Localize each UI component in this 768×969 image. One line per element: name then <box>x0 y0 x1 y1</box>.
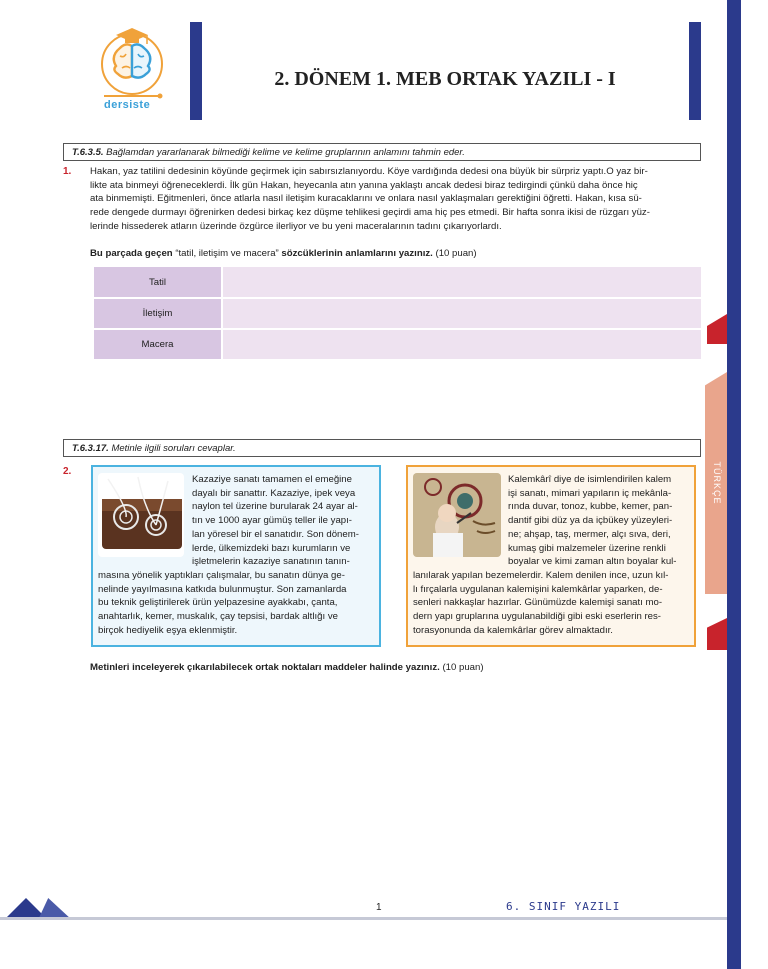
box-line: dern yapı gruplarına uygulanabildiği gibi eski eserlerin res- <box>413 611 661 623</box>
box-line: birçok hediyelik eşya eklenmiştir. <box>98 624 238 636</box>
box-line: masına yönelik yaptıkları çalışmalar, bu sanatın dünya ge- <box>98 570 345 581</box>
box-line: dantif gibi düz ya da içbükey yüzeyleri- <box>508 515 673 527</box>
box-text-kalemkari-cont <box>413 569 690 638</box>
passage-line: likte ata binmeyi öğreneceklerdi. İlk gün Hakan, heyecanla atın yanına yaklaştı ancak dedesi biraz tedirgindi çünkü daha önce hiç <box>90 179 638 191</box>
box-line: boyalar ve kimi zaman altın boyalar kul- <box>508 556 677 568</box>
box-line: senleri nakkaşlar hazırlar. Günümüzde kalemişi sanatı mo- <box>413 597 663 609</box>
box-line: işi sanatı, mimari yapıların iç mekânla- <box>508 487 672 499</box>
box-line: bu teknik geliştirilerek ürün yelpazesine ayakkabı, çanta, <box>98 597 338 609</box>
answer-field-iletisim[interactable] <box>222 298 701 329</box>
objective-box-1 <box>63 143 701 161</box>
objective-box-2 <box>63 439 701 457</box>
prompt-bold: sözcüklerinin anlamlarını yazınız. <box>281 248 433 259</box>
box-line: lanılarak yapılan bezemelerdir. Kalem denilen ince, uzun kıl- <box>413 570 669 581</box>
objective-code-2: T.6.3.17. <box>72 443 109 454</box>
objective-text-1: Bağlamdan yararlanarak bilmediği kelime ve kelime gruplarının anlamını tahmin eder. <box>106 147 465 158</box>
box-line: işletmelerin kazaziye sanatının tanın- <box>192 556 350 568</box>
kazaziye-image <box>98 473 184 557</box>
box-line: lan yöresel bir el sanatıdır. Son dönem- <box>192 528 359 540</box>
prompt-words: “tatil, iletişim ve macera” <box>172 248 282 259</box>
answer-table <box>94 267 701 361</box>
box-line: lı fırçalarla uygulanan kalemişini kalemkârlar yaparken, de- <box>413 583 663 595</box>
prompt-points: (10 puan) <box>432 248 477 259</box>
box-line: dayalı bir sanattır. Kazaziye, ipek veya <box>192 487 356 499</box>
answer-field-macera[interactable] <box>222 329 701 360</box>
logo-text: dersiste <box>104 99 151 111</box>
passage-line: lerinde hissederek atların üzerinde özgürce ilerliyor ve bu yeni maceralarının tadını çıkarıyorlardı. <box>90 220 502 232</box>
prompt-bold: Metinleri inceleyerek çıkarılabilecek ortak noktaları maddeler halinde yazınız. <box>90 662 440 673</box>
question-prompt-1 <box>90 248 477 259</box>
box-line: anahtarlık, kemer, muskalık, çay tepsisi, bardak altlığı ve <box>98 611 338 623</box>
objective-code-1: T.6.3.5. <box>72 147 104 158</box>
kalemkari-image <box>413 473 501 557</box>
table-row <box>94 267 701 298</box>
table-row <box>94 329 701 360</box>
passage-line: Hakan, yaz tatilini dedesinin köyünde geçirmek için sabırsızlanıyordu. Köye vardığında dedesi ona büyük bir sürpriz yaptı.O yaz bir- <box>90 166 648 177</box>
subject-label: TÜRKÇE <box>712 461 722 505</box>
box-line: lerde, ülkemizdeki bazı kurumların ve <box>192 542 351 554</box>
question-prompt-2 <box>90 662 484 673</box>
prompt-points: (10 puan) <box>439 662 484 673</box>
box-line: Kazaziye sanatı tamamen el emeğine <box>192 474 352 485</box>
page-number: 1 <box>376 902 382 913</box>
side-tab-red-bottom <box>707 618 727 650</box>
page-title: 2. DÖNEM 1. MEB ORTAK YAZILI - I <box>274 68 616 90</box>
box-line: torasyonunda da kalemkârlar görev almaktadır. <box>413 624 613 636</box>
box-line: Kalemkârî diye de isimlendirilen kalem <box>508 474 672 485</box>
row-label: Tatil <box>94 267 222 298</box>
box-text-kazaziye-cont <box>98 569 374 638</box>
passage-line: ata binmemişti. Eğitmenleri, önce atlarla nasıl iletişim kuracaklarını ve onlara nasıl yaklaşmaları gerektiğini öğretti. Hakan, kısa sü- <box>90 193 642 205</box>
question-number-1: 1. <box>63 166 72 177</box>
row-label: Macera <box>94 329 222 360</box>
header-bar-right <box>689 22 701 120</box>
footer-rule <box>0 917 727 920</box>
box-line: rında duvar, tonoz, kubbe, kemer, pan- <box>508 501 673 513</box>
answer-field-tatil[interactable] <box>222 267 701 298</box>
box-line: naylon tel üzerine burularak 24 ayar al- <box>192 501 358 513</box>
box-text-kalemkari <box>508 473 690 569</box>
passage-1 <box>90 165 702 234</box>
passage-line: rede dengede durmayı öğrenirken dedesi birkaç kez düşme tehlikesi geçirdi ama hiç pes etmedi. Bir hafta sonra ikisi de rüzgarı yüz- <box>90 207 650 219</box>
side-tab-red-top <box>707 314 727 344</box>
grade-label: 6. SINIF YAZILI <box>506 900 621 913</box>
objective-text-2: Metinle ilgili soruları cevaplar. <box>111 443 236 454</box>
header-bar-left <box>190 22 202 120</box>
prompt-bold: Bu parçada geçen <box>90 248 173 259</box>
box-line: kumaş gibi malzemeler üzerine renkli <box>508 542 666 554</box>
box-line: tın ve 1000 ayar gümüş teller ile yapı- <box>192 515 352 527</box>
box-text-kazaziye <box>192 473 374 569</box>
box-line: ne; ahşap, taş, mermer, alçı sıva, deri, <box>508 528 671 540</box>
box-line: nelinde yayılmasına katkıda bulunmuştur. Son zamanlarda <box>98 583 347 595</box>
table-row <box>94 298 701 329</box>
right-edge-stripe <box>727 0 741 969</box>
row-label: İletişim <box>94 298 222 329</box>
question-number-2: 2. <box>63 466 72 477</box>
